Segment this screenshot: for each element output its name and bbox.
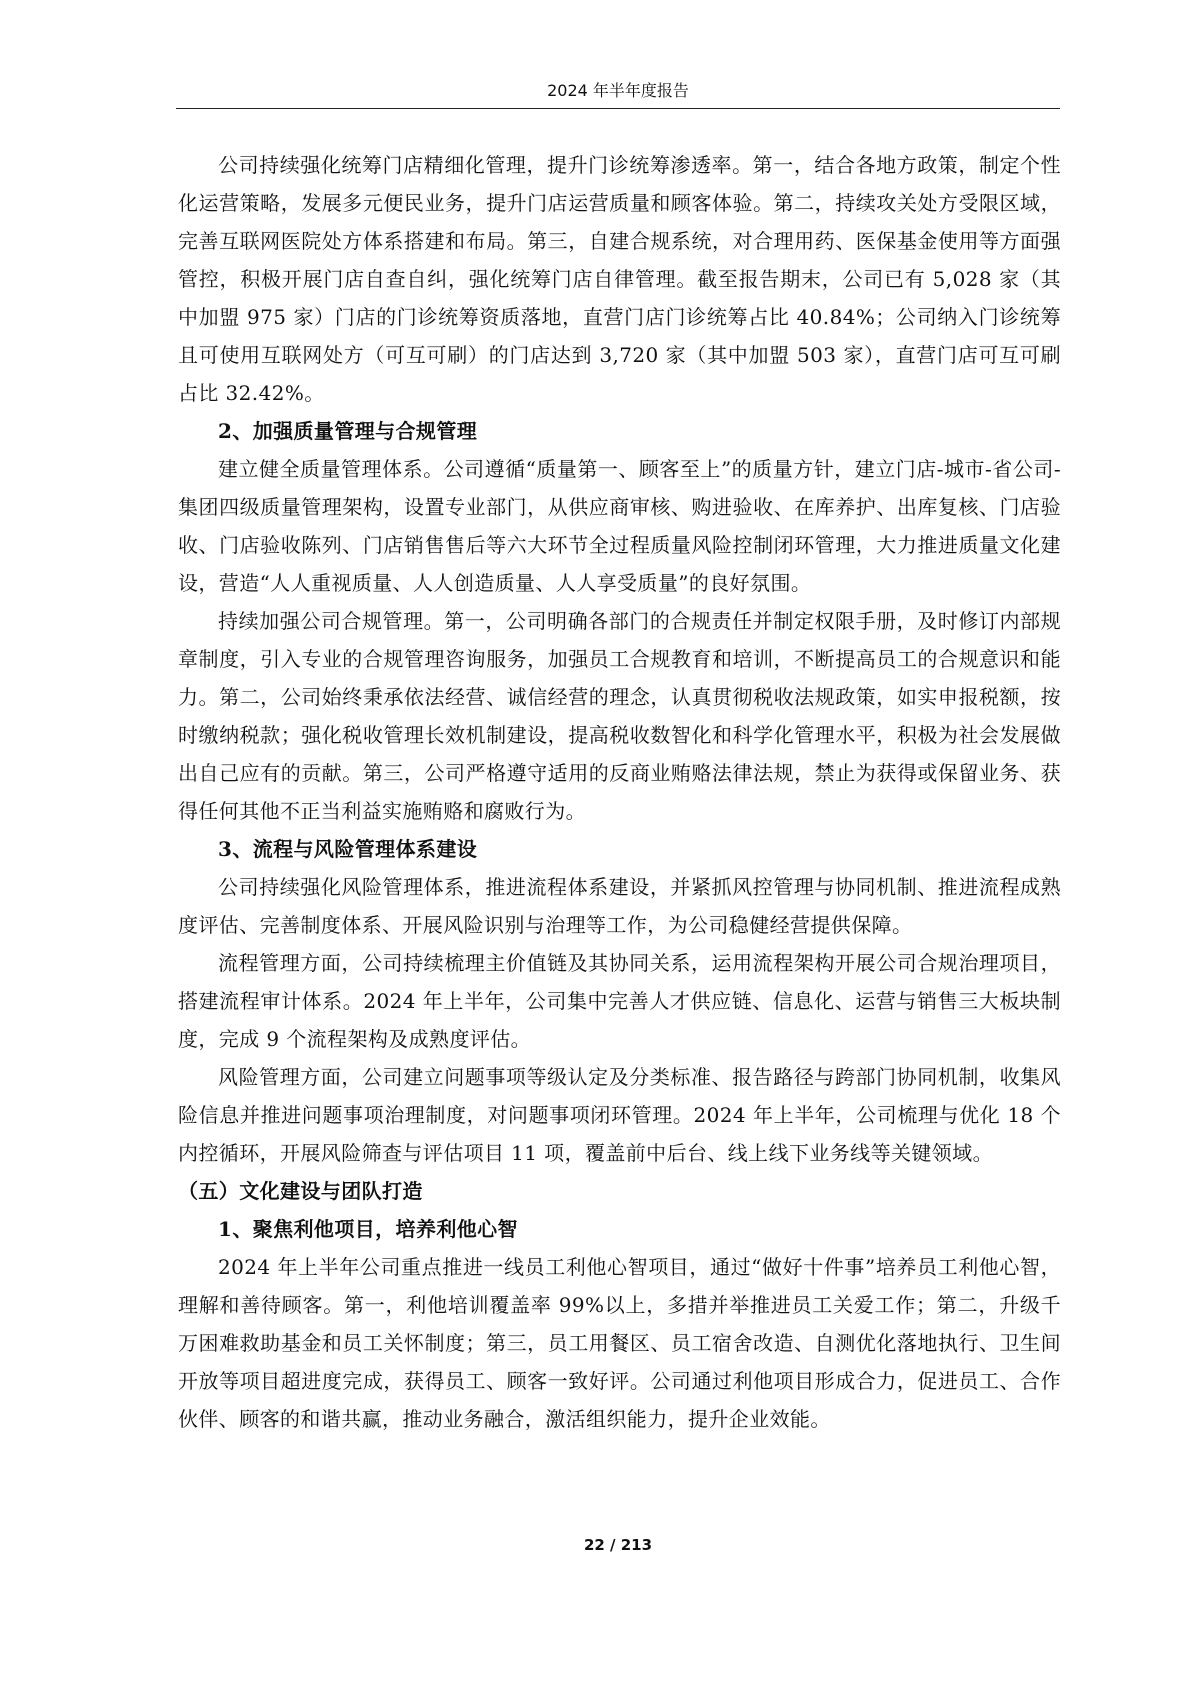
paragraph-altruism: 2024 年上半年公司重点推进一线员工利他心智项目，通过“做好十件事”培养员工利他心智，理解和善待顾客。第一，利他培训覆盖率 99%以上，多措并举推进员工关爱工作；第二，升级千万困难救助基金和员工关怀制度；第三，员工用餐区、员工宿舍改造、自测优化落地执行、卫生间开放等项目超进度完成，获得员工、顾客一致好评。公司通过利他项目形成合力，促进员工、合作伙伴、顾客的和谐共赢，推动业务融合，激活组织能力，提升企业效能。 <box>178 1255 1061 1431</box>
heading-process-risk: 3、流程与风险管理体系建设 <box>218 837 478 861</box>
header-divider <box>176 108 1060 109</box>
paragraph-risk-management: 风险管理方面，公司建立问题事项等级认定及分类标准、报告路径与跨部门协同机制，收集风险信息并推进问题事项治理制度，对问题事项闭环管理。2024 年上半年，公司梳理与优化 18 个内控循环，开展风险筛查与评估项目 11 项，覆盖前中后台、线上线下业务线等关键领域。 <box>178 1065 1061 1165</box>
page-number: 22 / 213 <box>583 1536 653 1554</box>
heading-altruism-project: 1、聚焦利他项目，培养利他心智 <box>218 1217 518 1241</box>
page-header: 2024 年半年度报告 <box>547 81 689 100</box>
heading-culture-team: （五）文化建设与团队打造 <box>178 1179 423 1203</box>
paragraph-outpatient-coordination: 公司持续强化统筹门店精细化管理，提升门诊统筹渗透率。第一，结合各地方政策，制定个性化运营策略，发展多元便民业务，提升门店运营质量和顾客体验。第二，持续攻关处方受限区域，完善互联网医院处方体系搭建和布局。第三，自建合规系统，对合理用药、医保基金使用等方面强管控，积极开展门店自查自纠，强化统筹门店自律管理。截至报告期末，公司已有 5,028 家（其中加盟 975 家）门店的门诊统筹资质落地，直营门店门诊统筹占比 40.84%；公司纳入门诊统筹且可使用互联网处方（可互可刷）的门店达到 3,720 家（其中加盟 503 家），直营门店可互可刷占比 32.42%。 <box>178 153 1061 405</box>
paragraph-process-management: 流程管理方面，公司持续梳理主价值链及其协同关系，运用流程架构开展公司合规治理项目，搭建流程审计体系。2024 年上半年，公司集中完善人才供应链、信息化、运营与销售三大板块制度，完成 9 个流程架构及成熟度评估。 <box>178 951 1061 1051</box>
paragraph-quality-system: 建立健全质量管理体系。公司遵循“质量第一、顾客至上”的质量方针，建立门店-城市-省公司-集团四级质量管理架构，设置专业部门，从供应商审核、购进验收、在库养护、出库复核、门店验收、门店验收陈列、门店销售售后等六大环节全过程质量风险控制闭环管理，大力推进质量文化建设，营造“人人重视质量、人人创造质量、人人享受质量”的良好氛围。 <box>178 457 1061 595</box>
heading-quality-compliance: 2、加强质量管理与合规管理 <box>218 419 478 443</box>
paragraph-compliance-management: 持续加强公司合规管理。第一，公司明确各部门的合规责任并制定权限手册，及时修订内部规章制度，引入专业的合规管理咨询服务，加强员工合规教育和培训，不断提高员工的合规意识和能力。第二，公司始终秉承依法经营、诚信经营的理念，认真贯彻税收法规政策，如实申报税额，按时缴纳税款；强化税收管理长效机制建设，提高税收数智化和科学化管理水平，积极为社会发展做出自己应有的贡献。第三，公司严格遵守适用的反商业贿赂法律法规，禁止为获得或保留业务、获得任何其他不正当利益实施贿赂和腐败行为。 <box>178 609 1061 823</box>
paragraph-risk-system: 公司持续强化风险管理体系，推进流程体系建设，并紧抓风控管理与协同机制、推进流程成熟度评估、完善制度体系、开展风险识别与治理等工作，为公司稳健经营提供保障。 <box>178 875 1061 937</box>
document-body <box>178 146 1061 1438</box>
